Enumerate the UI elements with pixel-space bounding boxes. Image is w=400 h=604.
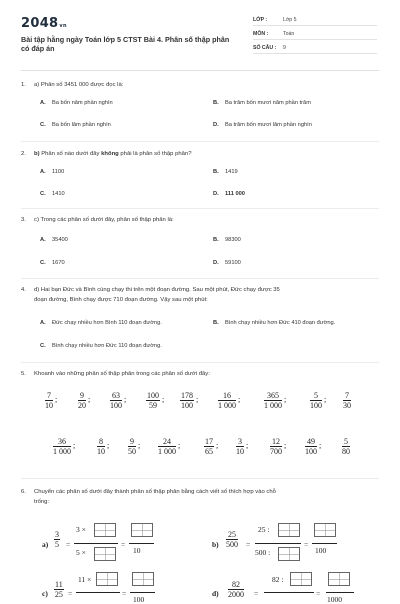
item-a-mul-top: 3 ×: [76, 525, 86, 534]
q2-option-a[interactable]: A. 1100: [40, 169, 65, 175]
fraction-option[interactable]: 3 10: [236, 437, 244, 456]
item-b-fraction: 25 500: [226, 530, 238, 549]
fraction-option[interactable]: 49 100: [305, 437, 317, 456]
fraction-option[interactable]: 365 1 000: [264, 391, 282, 410]
separator: ;: [107, 441, 110, 450]
separator: ;: [162, 395, 165, 404]
q3-option-d[interactable]: D. 59100: [213, 260, 241, 266]
page-title: Bài tập hằng ngày Toán lớp 5 CTST Bài 4. Phân số thập phân có đáp án: [21, 35, 230, 54]
q4-option-b[interactable]: B. Bình chạy nhiều hơn Đức 410 đoạn đường.: [213, 320, 336, 326]
q4-option-c[interactable]: C. Bình chạy nhiều hơn Đức 110 đoạn đường.: [40, 343, 162, 349]
q3-option-c[interactable]: C. 1670: [40, 260, 65, 266]
fraction-option[interactable]: 7 10: [45, 391, 53, 410]
item-b-div-bot: 500 :: [255, 548, 271, 557]
fraction-option[interactable]: 9 50: [128, 437, 136, 456]
item-a-label: a): [42, 540, 49, 549]
item-d-div-top: 82 :: [272, 575, 284, 584]
separator: ;: [178, 441, 181, 450]
q3-option-a[interactable]: A. 35400: [40, 237, 68, 243]
q1-option-c[interactable]: C. Ba bốn lăm phần nghìn: [40, 122, 111, 128]
separator: ;: [284, 395, 287, 404]
q2-option-d[interactable]: D. 111 000: [213, 191, 245, 197]
divider: [21, 478, 379, 479]
separator: ;: [138, 441, 141, 450]
item-c-answer-box-result[interactable]: [132, 572, 154, 586]
fraction-option[interactable]: 12 700: [270, 437, 282, 456]
item-a-answer-box-bottom[interactable]: [94, 547, 116, 561]
q1-option-a[interactable]: A. Ba bốn năm phần nghìn: [40, 100, 113, 106]
fraction-option[interactable]: 8 10: [97, 437, 105, 456]
fraction-option[interactable]: 24 1 000: [158, 437, 176, 456]
header-divider: [21, 70, 379, 71]
separator: ;: [55, 395, 58, 404]
item-a-answer-box-result[interactable]: [131, 523, 153, 537]
item-c-label: c): [42, 589, 48, 598]
divider: [21, 362, 379, 363]
meta-question-count: SỐ CÂU : 9: [253, 43, 377, 54]
item-d-label: d): [212, 589, 219, 598]
fraction-option[interactable]: 16 1 000: [218, 391, 236, 410]
separator: ;: [88, 395, 91, 404]
separator: ;: [124, 395, 127, 404]
item-b-div-top: 25 :: [258, 525, 270, 534]
fraction-option[interactable]: 17 65: [205, 437, 213, 456]
item-b-answer-box-bottom[interactable]: [278, 547, 300, 561]
meta-class: LỚP : Lớp 5: [253, 15, 377, 26]
separator: ;: [216, 441, 219, 450]
q1-option-b[interactable]: B. Ba trăm bốn mươi năm phần trăm: [213, 100, 311, 106]
divider: [21, 278, 379, 279]
q2-option-b[interactable]: B. 1419: [213, 169, 238, 175]
item-b-answer-box-result[interactable]: [314, 523, 336, 537]
q4-option-a[interactable]: A. Đức chạy nhiều hơn Bình 110 đoạn đường.: [40, 320, 162, 326]
fraction-option[interactable]: 5 80: [342, 437, 350, 456]
fraction-option[interactable]: 5 100: [310, 391, 322, 410]
item-a-fraction: 3 5: [55, 530, 59, 549]
item-c-fraction: 11 25: [54, 580, 63, 599]
item-a-denominator: 10: [133, 546, 141, 555]
item-d-denominator: 1000: [327, 595, 342, 604]
separator: ;: [319, 441, 322, 450]
fraction-option[interactable]: 100 59: [147, 391, 159, 410]
item-d-answer-box-top[interactable]: [290, 572, 312, 586]
fraction-option[interactable]: 7 30: [343, 391, 351, 410]
meta-subject: MÔN : Toán: [253, 29, 377, 40]
item-b-denominator: 100: [315, 546, 327, 555]
item-d-fraction: 82 2000: [228, 580, 244, 599]
separator: ;: [196, 395, 199, 404]
fraction-option[interactable]: 36 1 000: [53, 437, 71, 456]
site-logo[interactable]: 2048vn: [21, 16, 67, 31]
item-a-mul-bot: 5 ×: [76, 548, 86, 557]
item-b-label: b): [212, 540, 219, 549]
item-b-answer-box-top[interactable]: [278, 523, 300, 537]
question-6-line2: trống:: [34, 499, 50, 505]
item-c-answer-box-top[interactable]: [96, 572, 118, 586]
separator: ;: [73, 441, 76, 450]
question-4-line2: đoạn đường, Bình chạy được 710 đoạn đường. Vậy sau một phút:: [34, 297, 208, 303]
separator: ;: [246, 441, 249, 450]
divider: [21, 141, 379, 142]
item-c-denominator: 100: [133, 595, 145, 604]
separator: ;: [324, 395, 327, 404]
separator: ;: [284, 441, 287, 450]
q3-option-b[interactable]: B. 98300: [213, 237, 241, 243]
q2-option-c[interactable]: C. 1410: [40, 191, 65, 197]
item-a-answer-box-top[interactable]: [94, 523, 116, 537]
fraction-option[interactable]: 178 100: [181, 391, 193, 410]
separator: ;: [238, 395, 241, 404]
item-d-answer-box-result[interactable]: [328, 572, 350, 586]
item-c-mul-top: 11 ×: [78, 575, 92, 584]
fraction-option[interactable]: 9 20: [78, 391, 86, 410]
q1-option-d[interactable]: D. Ba trăm bốn mươi lăm phần nghìn: [213, 122, 312, 128]
divider: [21, 208, 379, 209]
fraction-option[interactable]: 63 100: [110, 391, 122, 410]
